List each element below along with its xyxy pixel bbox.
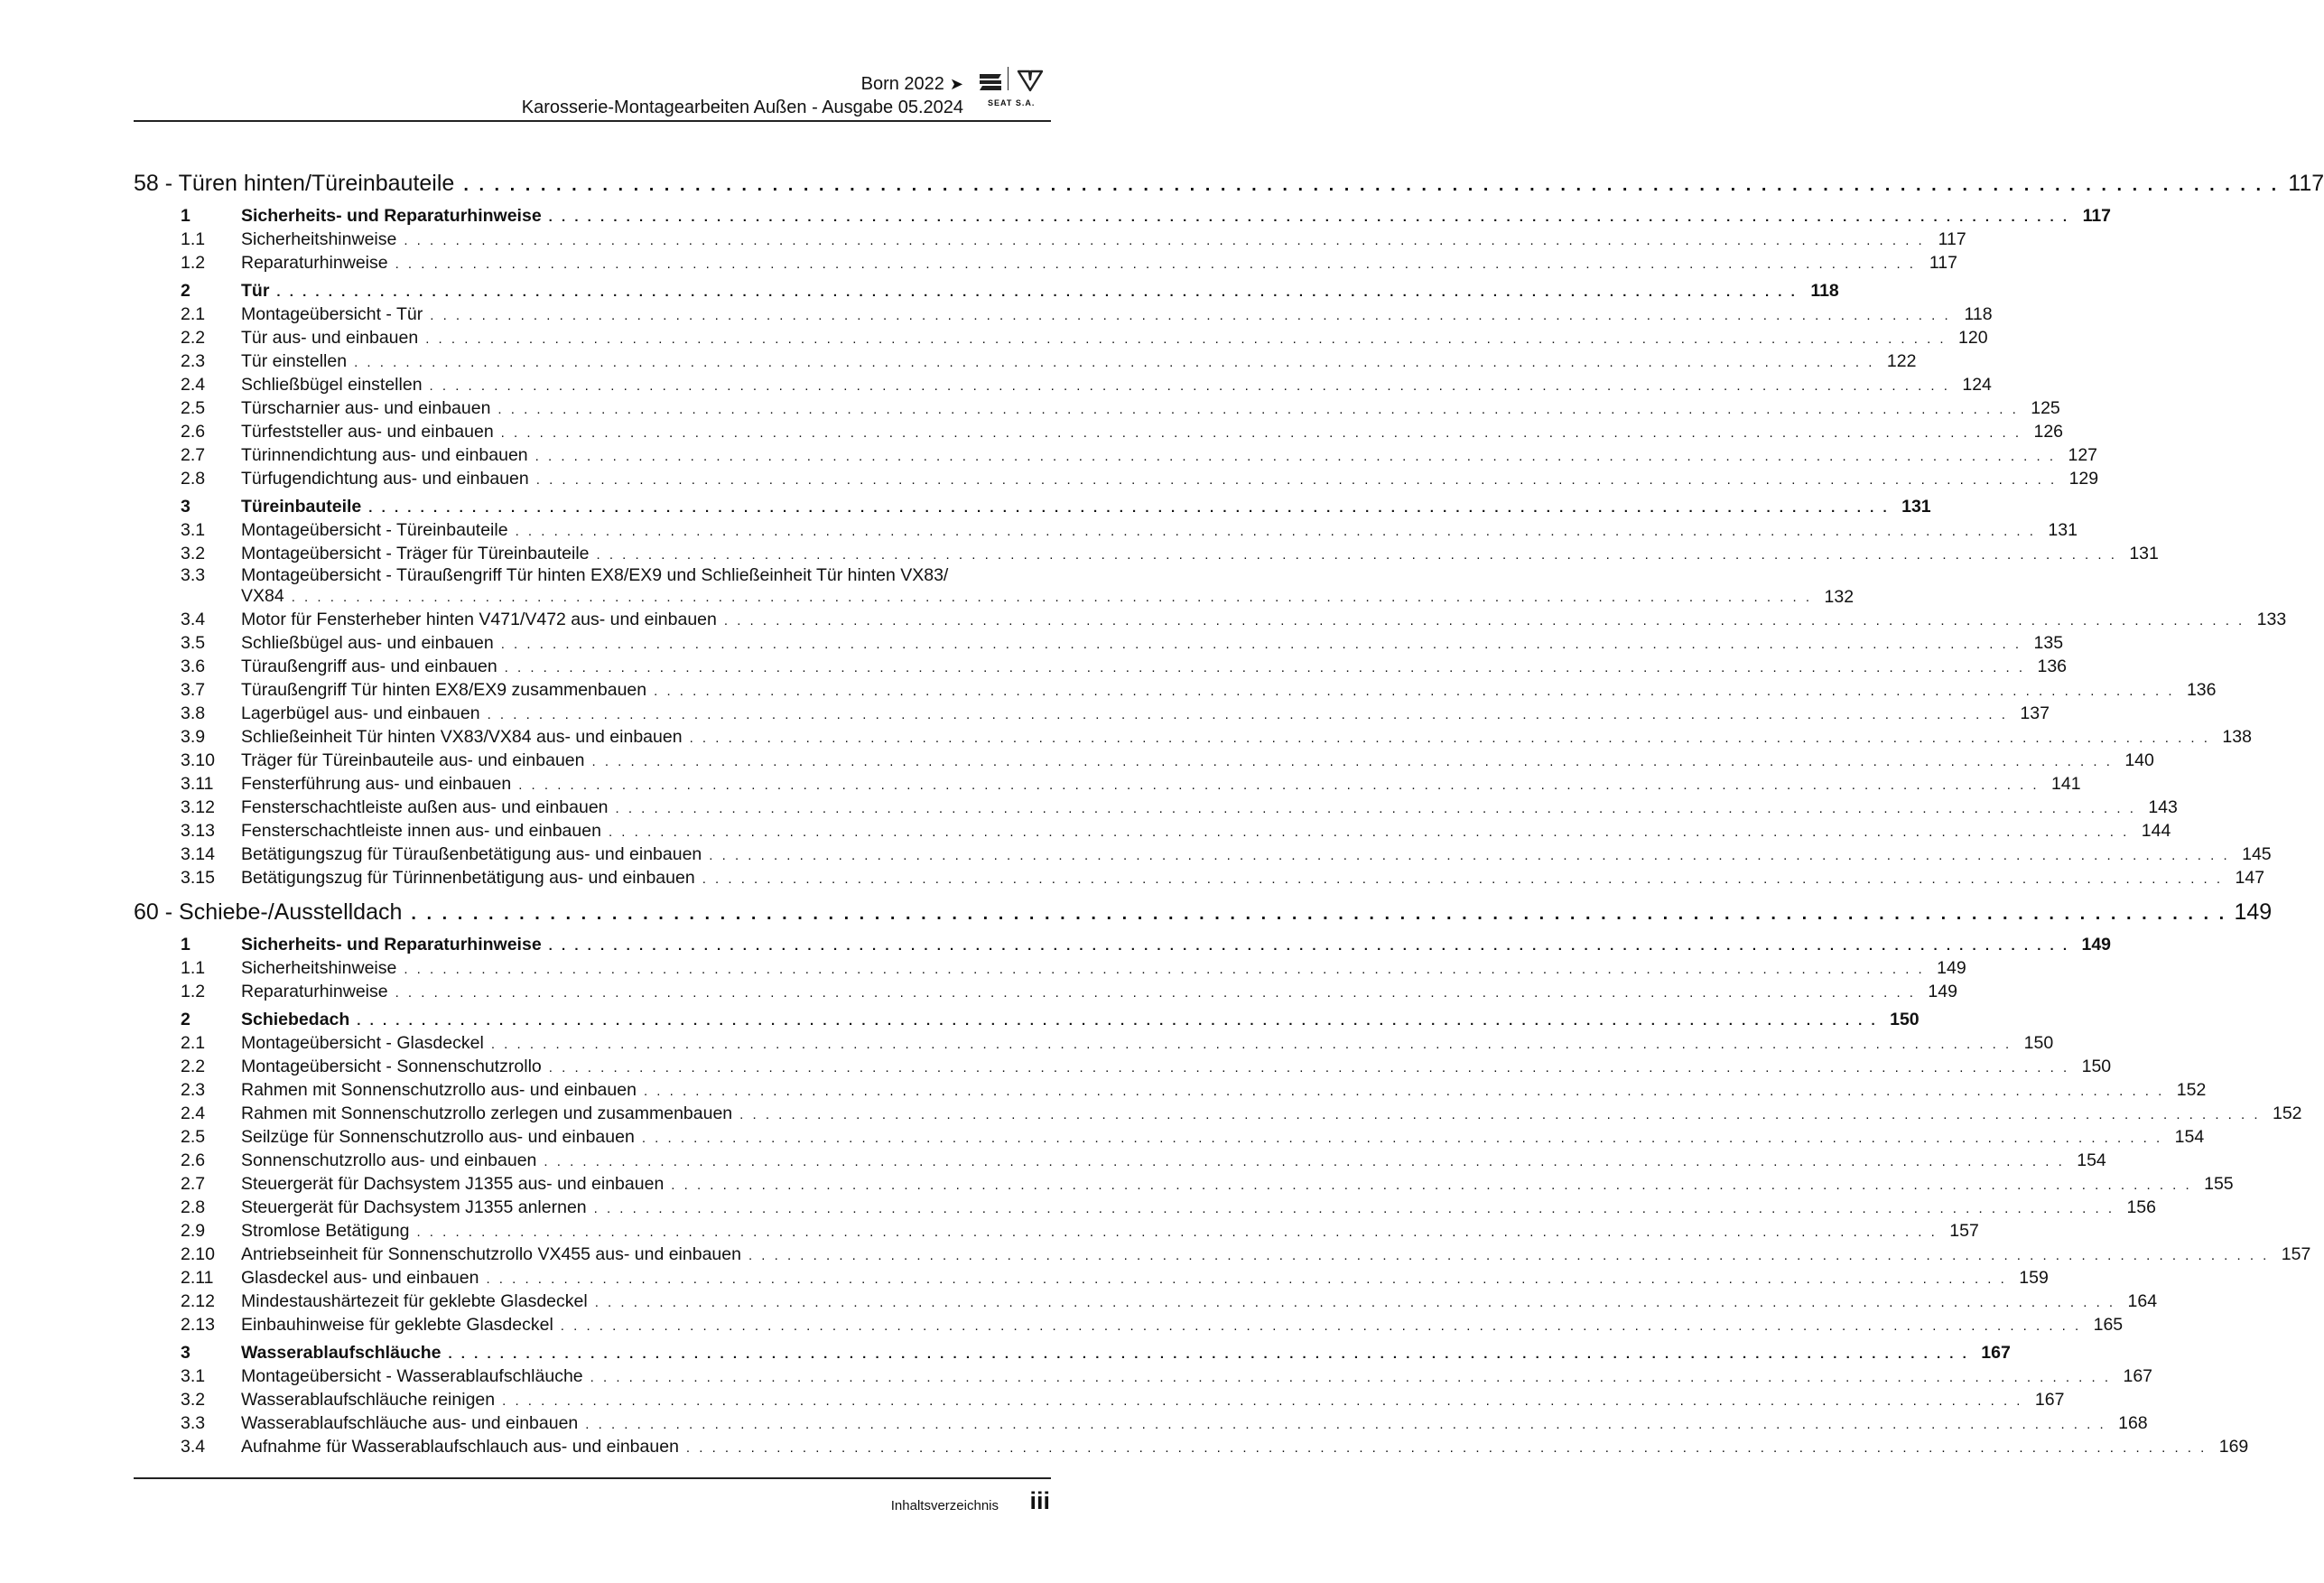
dot-leader: . . . . . . . . . . . . . . . . . . . . . . . . . . . . . . . . . . . . . . . . . . . . . . . . . . . . . . . . . . . . . . . . . . . . . . . . . . . . . . . . . . . . . . . . . . . . . . . . . . . . . . . . . . . . . . . . . . . . . .: [608, 824, 2130, 840]
entry-title: Fensterschachtleiste außen aus- und einbauen: [241, 797, 609, 817]
entry-number: 3.9: [181, 727, 206, 747]
dot-leader: . . . . . . . . . . . . . . . . . . . . . . . . . . . . . . . . . . . . . . . . . . . . . . . . . . . . . . . . . . . . . . . . . . . . . . . . . . . . . . . . . . . . . . . . . . . . . . . . . . . . . . . . . . . . . . . . . . . . . .: [560, 1318, 2082, 1334]
toc-entry[interactable]: [134, 518, 2078, 542]
entry-title: Reparaturhinweise: [241, 253, 388, 273]
dot-leader: . . . . . . . . . . . . . . . . . . . . . . . . . . . . . . . . . . . . . . . . . . . . . . . . . . . . . . . . . . . . . . . . . . . . . . . . . . . . . . . . . . . . . . . . . . . . . . . . . . . . . . . . . . . . . . . . . . . . . .: [585, 1417, 2106, 1432]
entry-number: 3.4: [181, 610, 206, 629]
entry-page: 138: [2222, 727, 2252, 747]
entry-title: Montageübersicht - Glasdeckel: [241, 1033, 484, 1053]
entry-title: Lagerbügel aus- und einbauen: [241, 703, 480, 723]
dot-leader: . . . . . . . . . . . . . . . . . . . . . . . . . . . . . . . . . . . . . . . . . . . . . . . . . . . . . . . . . . . . . . . . . . . . . . . . . . . . . . . . . . . . . . . . . . . . . . . . . . . . . . . . . . . . . . . . . . . . . .: [643, 1084, 2165, 1099]
dot-leader: . . . . . . . . . . . . . . . . . . . . . . . . . . . . . . . . . . . . . . . . . . . . . . . . . . . . . . . . . . . . . . . . . . . . . . . . . . . . . . . . . . . . . . . . . . . . . . . . . . . . . . . . . . . . . . . . . . . . . .: [548, 938, 2070, 954]
table-of-contents: [134, 167, 2324, 1458]
dot-leader: . . . . . . . . . . . . . . . . . . . . . . . . . . . . . . . . . . . . . . . . . . . . . . . . . . . . . . . . . . . . . . . . . . . . . . . . . . . . . . . . . . . . . . . . . . . . . . . . . . . . . . . . . . . . . . . . . . . . . .: [502, 1393, 2023, 1409]
page-header: [331, 72, 963, 119]
dot-leader: . . . . . . . . . . . . . . . . . . . . . . . . . . . . . . . . . . . . . . . . . . . . . . . . . . . . . . . . . . . . . . . . . . . . . . . . . . . . . . . . . . . . . . . . . . . . . . . . . . . . . . . . . . . . . . . . . . . . . .: [448, 1346, 1969, 1362]
entry-number: 2.6: [181, 422, 206, 442]
section-number: 3: [181, 497, 191, 517]
section-title: Schiebedach: [241, 1010, 350, 1029]
toc-entry[interactable]: [134, 1243, 2311, 1266]
entry-number: 3.10: [181, 750, 215, 770]
entry-title: Träger für Türeinbauteile aus- und einbauen: [241, 750, 585, 770]
dot-leader: . . . . . . . . . . . . . . . . . . . . . . . . . . . . . . . . . . . . . . . . . . . . . . . . . . . . . . . . . . . . . . . . . . . . . . . . . . . . . . . . . . . . . . . . . . . . . . . . . . . . . . . . . . . . . . . . . . . . . .: [425, 331, 1947, 347]
entry-page: 126: [2033, 422, 2064, 442]
entry-page: 144: [2141, 821, 2171, 841]
section-entry[interactable]: [134, 495, 1931, 518]
dot-leader: . . . . . . . . . . . . . . . . . . . . . . . . . . . . . . . . . . . . . . . . . . . . . . . . . . . . . . . . . . . . . . . . . . . . . . . . . . . . . . . . . . . . . . . . . . . . . . . . . . . . . . . . . . . . . . . . . . . . . .: [671, 1178, 2192, 1193]
entry-number: 2.5: [181, 398, 206, 418]
entry-page: 154: [2077, 1150, 2106, 1170]
entry-number: 2.3: [181, 1080, 206, 1100]
entry-page: 132: [1824, 587, 1855, 607]
entry-title: Betätigungszug für Türinnenbetätigung aus- und einbauen: [241, 868, 695, 888]
entry-title: Montageübersicht - Träger für Türeinbauteile: [241, 544, 590, 563]
seat-s-icon: [977, 70, 1004, 99]
section-title: Sicherheits- und Reparaturhinweise: [241, 935, 542, 954]
entry-page: 131: [2048, 520, 2078, 540]
entry-title: Türaußengriff aus- und einbauen: [241, 656, 497, 676]
entry-number: 3.2: [181, 544, 206, 563]
entry-page: 164: [2127, 1291, 2158, 1311]
arrow-right-icon: ➤: [949, 75, 963, 93]
dot-leader: . . . . . . . . . . . . . . . . . . . . . . . . . . . . . . . . . . . . . . . . . . . . . . . . . . . . . . . . . . . . . . . . . . . . . . . . . . . . . . . . . . . . . . . . . . . . . . . . . . . . . . . . . . . . . . . . . . . . . .: [354, 355, 1875, 370]
entry-number: 2.10: [181, 1244, 215, 1264]
entry-number: 2.2: [181, 328, 206, 348]
logo-separator: [1008, 67, 1009, 90]
dot-leader: . . . . . . . . . . . . . . . . . . . . . . . . . . . . . . . . . . . . . . . . . . . . . . . . . . . . . . . . . . . . . . . . . . . . . . . . . . . . . . . . . . . . . . . . . . . . . . . . . . . . . . . . . . . . . . . . . . . . . .: [404, 233, 1925, 248]
toc-entry[interactable]: [134, 1313, 2124, 1336]
entry-number: 2.9: [181, 1221, 206, 1241]
entry-number: 3.6: [181, 656, 206, 676]
entry-page: 129: [2068, 469, 2099, 489]
entry-title: Motor für Fensterheber hinten V471/V472 aus- und einbauen: [241, 610, 717, 629]
section-title: Sicherheits- und Reparaturhinweise: [241, 206, 542, 226]
dot-leader: . . . . . . . . . . . . . . . . . . . . . . . . . . . . . . . . . . . . . . . . . . . . . . . . . . . . . . . . . . . . . . . . . . . . . . . . . . . . . . . . . . . . . . . . . . . . . . . . . . . . . . . . . . . . . . . . . . . . . .: [276, 284, 1798, 300]
dot-leader: . . . . . . . . . . . . . . . . . . . . . . . . . . . . . . . . . . . . . . . . . . . . . . . . . . . . . . . . . . . . . . . . . . . . . . . . . . . . . . . . . . . . . . . . . . . . . . . . . . . . . . . . . . . . . . . . . . . . . .: [535, 449, 2057, 464]
entry-number: 1.1: [181, 958, 206, 978]
entry-page: 120: [1958, 328, 1988, 348]
footer-page-number: iii: [1029, 1487, 1050, 1514]
entry-title-continued: [241, 586, 1812, 608]
chapter-page: 149: [2234, 899, 2273, 925]
dot-leader: . . . . . . . . . . . . . . . . . . . . . . . . . . . . . . . . . . . . . . . . . . . . . . . . . . . . . . . . . . . . . . . . . . . . . . . . . . . . . . . . . . . . . . . . . . . . . . . . . . . . . . . . . . . . . . . . . . . . . .: [357, 1013, 1878, 1029]
entry-title: Türinnendichtung aus- und einbauen: [241, 445, 528, 465]
dot-leader: . . . . . . . . . . . . . . . . . . . . . . . . . . . . . . . . . . . . . . . . . . . . . . . . . . . . . . . . . . . . . . . . . . . . . . . . . . . . . . . . . . . . . . . . . . . . . . . . . . . . . . . . . . . . . . . . . . . . . .: [416, 1224, 1938, 1240]
toc-entry[interactable]: [134, 1411, 2148, 1435]
entry-title: Tür aus- und einbauen: [241, 328, 419, 348]
entry-page: 133: [2256, 610, 2287, 629]
cupra-triangle-icon: [1017, 69, 1044, 92]
toc-entry[interactable]: [134, 420, 2064, 443]
entry-number: 2.1: [181, 304, 206, 324]
dot-leader: . . . . . . . . . . . . . . . . . . . . . . . . . . . . . . . . . . . . . . . . . . . . . . . . . . . . . . . . . . . . . . . . . . . . . . . . . . . . . . . . . . . . . . . . . . . . . . . . . . . . . . . . . . . . . . . . . . . . . .: [544, 1154, 2065, 1169]
entry-number: 2.3: [181, 351, 206, 371]
entry-number: 2.11: [181, 1268, 214, 1288]
entry-title: Mindestaushärtezeit für geklebte Glasdeckel: [241, 1291, 588, 1311]
entry-page: 156: [2126, 1197, 2156, 1217]
toc-entry[interactable]: [134, 819, 2171, 843]
toc-entry[interactable]: [134, 303, 1993, 326]
toc-entry[interactable]: [134, 349, 1917, 373]
entry-title-line2: VX84: [241, 586, 284, 606]
entry-page: 149: [1928, 982, 1957, 1001]
entry-page: 168: [2118, 1413, 2148, 1433]
entry-title: Montageübersicht - Türeinbauteile: [241, 520, 508, 540]
entry-page: 137: [2020, 703, 2050, 723]
dot-leader: . . . . . . . . . . . . . . . . . . . . . . . . . . . . . . . . . . . . . . . . . . . . . . . . . . . . . . . . . . . . . . . . . . . . . . . . . . . . . . . . . . . . . . . . . . . . . . . . . . . . . . . . . . . . . . . . . . . . . .: [535, 472, 2058, 488]
dot-leader: . . . . . . . . . . . . . . . . . . . . . . . . . . . . . . . . . . . . . . . . . . . . . . . . . . . . . . . . . . . . . . . . . . . . . . . . . . . . . . . . . . . . . . . . . . . . . . . . . . . . . . . . . . . . . . . . . . . . . .: [486, 1271, 2007, 1287]
toc-entry[interactable]: [134, 980, 1957, 1003]
toc-entry[interactable]: [134, 1172, 2234, 1196]
entry-title-block: [241, 565, 1812, 608]
dot-leader: . . . . . . . . . . . . . . . . . . . . . . . . . . . . . . . . . . . . . . . . . . . . . . . . . . . . . . . . . . . . . . . . . . . . . . . . . . . . . . . . . . . . . . . . . . . . . . . . . . . . . . . . . . . . . . . . . . . . . .: [702, 871, 2224, 887]
section-entry[interactable]: [134, 933, 2112, 956]
toc-entry[interactable]: [134, 443, 2098, 467]
section-entry[interactable]: [134, 1341, 2011, 1364]
toc-entry[interactable]: [134, 396, 2060, 420]
entry-title: Rahmen mit Sonnenschutzrollo aus- und einbauen: [241, 1080, 637, 1100]
entry-page: 127: [2068, 445, 2098, 465]
entry-number: 3.3: [181, 1413, 206, 1433]
entry-number: 3.11: [181, 774, 214, 794]
entry-number: 3.12: [181, 797, 215, 817]
entry-page: 157: [1949, 1221, 1979, 1241]
toc-entry[interactable]: [134, 326, 1988, 349]
entry-title: Seilzüge für Sonnenschutzrollo aus- und einbauen: [241, 1127, 635, 1147]
dot-leader: . . . . . . . . . . . . . . . . . . . . . . . . . . . . . . . . . . . . . . . . . . . . . . . . . . . . . . . . . . . . . . . . . . . . . . . . . . . . . . . . . . . . . . . . . . . . . . . . . . . . . . . . . . . . . . . . . . . . . .: [500, 637, 2022, 652]
toc-entry[interactable]: [134, 251, 1957, 275]
entry-page: 149: [1937, 958, 1966, 978]
entry-title: Türscharnier aus- und einbauen: [241, 398, 491, 418]
logo-caption: SEAT S.A.: [988, 98, 1036, 107]
section-number: 2: [181, 1010, 191, 1029]
entry-title: Tür einstellen: [241, 351, 348, 371]
dot-leader: . . . . . . . . . . . . . . . . . . . . . . . . . . . . . . . . . . . . . . . . . . . . . . . . . . . . . . . . . . . . . . . . . . . . . . . . . . . . . . . . . . . . . . . . . . . . . . . . . . . . . . . . . . . . . . . . . . . . . .: [590, 1370, 2112, 1385]
toc-entry[interactable]: [134, 956, 1966, 980]
entry-number: 3.5: [181, 633, 206, 653]
entry-title: Reparaturhinweise: [241, 982, 388, 1001]
dot-leader: . . . . . . . . . . . . . . . . . . . . . . . . . . . . . . . . . . . . . . . . . . . . . . . . . . . . . . . . . . . . . . . . . . . . . . . . . . . . . . . . . . . . . . . . . . . . . . . . . . . . . . . . . . . . . . . . . . . . . .: [368, 500, 1890, 516]
dot-leader: . . . . . . . . . . . . . . . . . . . . . . . . . . . . . . . . . . . . . . . . . . . . . . . . . . . . . . . . . . . . . . . . . . . . . . . . . . . . . . . . . . . . . . . . . . . . . . . . . . . . . . . . . . . . . . . . . . . . . .: [504, 660, 2026, 675]
toc-entry[interactable]: [134, 749, 2154, 772]
dot-leader: . . . . . . . . . . . . . . . . . . . . . . . . . . . . . . . . . . . . . . . . . . . . . . . . . . . . . . . . . . . . . . . . . . . . . . . . . . . . . . . . . . . . . . . . . . . . . . . . . . . . . . . . . . . . . . . . . . . . . .: [593, 1201, 2115, 1216]
entry-page: 124: [1962, 375, 1992, 395]
toc-entry[interactable]: [134, 843, 2272, 866]
dot-leader: . . . . . . . . . . . . . . . . . . . . . . . . . . . . . . . . . . . . . . . . . . . . . . . . . . . . . . . . . . . . . . . . . . . . . . . . . . . . . . . . . . . . . . . . . . . . . . . . . . . . . . . . . . . . . . . . . . . . . .: [709, 848, 2230, 863]
entry-page: 140: [2124, 750, 2154, 770]
entry-number: 3.1: [181, 1366, 206, 1386]
entry-number: 2.12: [181, 1291, 215, 1311]
footer-rule: [134, 1477, 1051, 1479]
section-title: Wasserablaufschläuche: [241, 1343, 442, 1363]
toc-entry[interactable]: [134, 1388, 2065, 1411]
toc-entry[interactable]: [134, 655, 2068, 678]
dot-leader: . . . . . . . . . . . . . . . . . . . . . . . . . . . . . . . . . . . . . . . . . . . . . . . . . . . . . . . . . . . . . . . . . . . . . . . . . . . . . . . . . . . . . . . . . . . . . . . . . . . . . . . . . . . . . . . . . . . . . .: [490, 1037, 2013, 1052]
entry-title: Fensterführung aus- und einbauen: [241, 774, 512, 794]
section-page: 117: [2082, 206, 2112, 226]
entry-title: Türaußengriff Tür hinten EX8/EX9 zusammenbauen: [241, 680, 647, 700]
entry-page: 154: [2174, 1127, 2205, 1147]
toc-entry[interactable]: [134, 866, 2265, 889]
dot-leader: . . . . . . . . . . . . . . . . . . . . . . . . . . . . . . . . . . . . . . . . . . . . . . . . . . . . . . . . . . . . . . . . . . . . . . . . . . . . . . . . . . . . . . . . . . . . . . . . . . . . . . . . . . . . . . . . . . . . . .: [411, 904, 2227, 924]
entry-title: Aufnahme für Wasserablaufschlauch aus- und einbauen: [241, 1437, 679, 1457]
entry-number: 2.7: [181, 1174, 206, 1194]
dot-leader: . . . . . . . . . . . . . . . . . . . . . . . . . . . . . . . . . . . . . . . . . . . . . . . . . . . . . . . . . . . . . . . . . . . . . . . . . . . . . . . . . . . . . . . . . . . . . . . . . . . . . . . . . . . . . . . . . . . . . .: [518, 778, 2040, 793]
dot-leader: . . . . . . . . . . . . . . . . . . . . . . . . . . . . . . . . . . . . . . . . . . . . . . . . . . . . . . . . . . . . . . . . . . . . . . . . . . . . . . . . . . . . . . . . . . . . . . . . . . . . . . . . . . . . . . . . . . . . . .: [430, 308, 1951, 323]
toc-entry[interactable]: [134, 631, 2064, 655]
entry-title: Montageübersicht - Wasserablaufschläuche: [241, 1366, 583, 1386]
toc-entry[interactable]: [134, 1055, 2112, 1078]
entry-page: 165: [2093, 1315, 2124, 1335]
entry-page: 122: [1886, 351, 1917, 371]
section-page: 150: [1890, 1010, 1920, 1029]
header-model: Born 2022: [860, 74, 944, 94]
chapter-heading[interactable]: [134, 167, 2324, 200]
header-model-line: [331, 72, 963, 96]
entry-title: Glasdeckel aus- und einbauen: [241, 1268, 479, 1288]
toc-entry[interactable]: [134, 373, 1992, 396]
entry-page: 150: [2023, 1033, 2054, 1053]
entry-number: 2.8: [181, 1197, 206, 1217]
dot-leader: . . . . . . . . . . . . . . . . . . . . . . . . . . . . . . . . . . . . . . . . . . . . . . . . . . . . . . . . . . . . . . . . . . . . . . . . . . . . . . . . . . . . . . . . . . . . . . . . . . . . . . . . . . . . . . . . . . . . . .: [748, 1248, 2270, 1263]
dot-leader: . . . . . . . . . . . . . . . . . . . . . . . . . . . . . . . . . . . . . . . . . . . . . . . . . . . . . . . . . . . . . . . . . . . . . . . . . . . . . . . . . . . . . . . . . . . . . . . . . . . . . . . . . . . . . . . . . . . . . .: [404, 962, 1925, 977]
entry-title: Schließbügel aus- und einbauen: [241, 633, 494, 653]
entry-number: 3.2: [181, 1390, 206, 1410]
entry-page: 152: [2176, 1080, 2207, 1100]
entry-page: 155: [2204, 1174, 2234, 1194]
toc-entry[interactable]: [134, 772, 2081, 796]
section-entry[interactable]: [134, 204, 2112, 228]
entry-number: 3.3: [181, 565, 206, 585]
dot-leader: . . . . . . . . . . . . . . . . . . . . . . . . . . . . . . . . . . . . . . . . . . . . . . . . . . . . . . . . . . . . . . . . . . . . . . . . . . . . . . . . . . . . . . . . . . . . . . . . . . . . . . . . . . . . . . . . . . . . . .: [463, 175, 2280, 195]
entry-title: Wasserablaufschläuche aus- und einbauen: [241, 1413, 579, 1433]
header-subtitle: Karosserie-Montagearbeiten Außen - Ausgabe 05.2024: [521, 98, 963, 117]
entry-title: Montageübersicht - Türaußengriff Tür hinten EX8/EX9 und Schließeinheit Tür hinten VX83/: [241, 565, 949, 585]
entry-title: Schließbügel einstellen: [241, 375, 423, 395]
toc-entry[interactable]: [134, 1266, 2049, 1290]
dot-leader: . . . . . . . . . . . . . . . . . . . . . . . . . . . . . . . . . . . . . . . . . . . . . . . . . . . . . . . . . . . . . . . . . . . . . . . . . . . . . . . . . . . . . . . . . . . . . . . . . . . . . . . . . . . . . . . . . . . . . .: [723, 613, 2245, 629]
toc-entry[interactable]: [134, 1219, 1979, 1243]
section-entry[interactable]: [134, 1008, 1920, 1031]
entry-number: 3.14: [181, 844, 215, 864]
section-page: 149: [2081, 935, 2112, 954]
toc-entry[interactable]: [134, 608, 2287, 631]
entry-title: Montageübersicht - Tür: [241, 304, 423, 324]
chapter-title: 60 - Schiebe-/Ausstelldach: [134, 899, 403, 925]
dot-leader: . . . . . . . . . . . . . . . . . . . . . . . . . . . . . . . . . . . . . . . . . . . . . . . . . . . . . . . . . . . . . . . . . . . . . . . . . . . . . . . . . . . . . . . . . . . . . . . . . . . . . . . . . . . . . . . . . . . . . .: [689, 731, 2210, 746]
entry-number: 3.7: [181, 680, 206, 700]
dot-leader: . . . . . . . . . . . . . . . . . . . . . . . . . . . . . . . . . . . . . . . . . . . . . . . . . . . . . . . . . . . . . . . . . . . . . . . . . . . . . . . . . . . . . . . . . . . . . . . . . . . . . . . . . . . . . . . . . . . . . .: [739, 1107, 2261, 1122]
entry-title: Betätigungszug für Türaußenbetätigung aus- und einbauen: [241, 844, 702, 864]
entry-title: Steuergerät für Dachsystem J1355 anlernen: [241, 1197, 587, 1217]
entry-page: 135: [2033, 633, 2064, 653]
header-rule: [134, 120, 1051, 122]
entry-page: 167: [2123, 1366, 2153, 1386]
dot-leader: . . . . . . . . . . . . . . . . . . . . . . . . . . . . . . . . . . . . . . . . . . . . . . . . . . . . . . . . . . . . . . . . . . . . . . . . . . . . . . . . . . . . . . . . . . . . . . . . . . . . . . . . . . . . . . . . . . . . . .: [548, 210, 2070, 225]
dot-leader: . . . . . . . . . . . . . . . . . . . . . . . . . . . . . . . . . . . . . . . . . . . . . . . . . . . . . . . . . . . . . . . . . . . . . . . . . . . . . . . . . . . . . . . . . . . . . . . . . . . . . . . . . . . . . . . . . . . . . .: [515, 524, 2036, 539]
dot-leader: . . . . . . . . . . . . . . . . . . . . . . . . . . . . . . . . . . . . . . . . . . . . . . . . . . . . . . . . . . . . . . . . . . . . . . . . . . . . . . . . . . . . . . . . . . . . . . . . . . . . . . . . . . . . . . . . . . . . . .: [615, 801, 2136, 816]
entry-number: 1.2: [181, 253, 206, 273]
section-number: 1: [181, 935, 191, 954]
entry-page: 167: [2034, 1390, 2065, 1410]
toc-entry[interactable]: [134, 725, 2252, 749]
entry-number: 3.8: [181, 703, 206, 723]
entry-number: 2.7: [181, 445, 206, 465]
dot-leader: . . . . . . . . . . . . . . . . . . . . . . . . . . . . . . . . . . . . . . . . . . . . . . . . . . . . . . . . . . . . . . . . . . . . . . . . . . . . . . . . . . . . . . . . . . . . . . . . . . . . . . . . . . . . . . . . . . . . . .: [497, 402, 2019, 417]
entry-page: 125: [2031, 398, 2060, 418]
entry-number: 2.5: [181, 1127, 206, 1147]
chapter-page: 117: [2288, 171, 2324, 196]
entry-page: 141: [2051, 774, 2081, 794]
seat-logo: [977, 67, 1049, 117]
section-number: 3: [181, 1343, 191, 1363]
entry-title: Sicherheitshinweise: [241, 958, 397, 978]
entry-title: Stromlose Betätigung: [241, 1221, 410, 1241]
entry-title: Sicherheitshinweise: [241, 229, 397, 249]
entry-title: Schließeinheit Tür hinten VX83/VX84 aus- und einbauen: [241, 727, 683, 747]
toc-entry[interactable]: [134, 467, 2099, 490]
entry-page: 145: [2242, 844, 2272, 864]
entry-title: Türfugendichtung aus- und einbauen: [241, 469, 529, 489]
entry-page: 117: [1938, 229, 1966, 249]
entry-page: 131: [2129, 544, 2159, 563]
toc-entry[interactable]: [134, 702, 2050, 725]
entry-number: 2.8: [181, 469, 206, 489]
dot-leader: . . . . . . . . . . . . . . . . . . . . . . . . . . . . . . . . . . . . . . . . . . . . . . . . . . . . . . . . . . . . . . . . . . . . . . . . . . . . . . . . . . . . . . . . . . . . . . . . . . . . . . . . . . . . . . . . . . . . . .: [641, 1131, 2163, 1146]
entry-title: Antriebseinheit für Sonnenschutzrollo VX455 aus- und einbauen: [241, 1244, 741, 1264]
footer-label: Inhaltsverzeichnis: [890, 1498, 999, 1513]
dot-leader: . . . . . . . . . . . . . . . . . . . . . . . . . . . . . . . . . . . . . . . . . . . . . . . . . . . . . . . . . . . . . . . . . . . . . . . . . . . . . . . . . . . . . . . . . . . . . . . . . . . . . . . . . . . . . . . . . . . . . .: [596, 547, 2117, 563]
entry-number: 2.2: [181, 1057, 206, 1076]
entry-title: Wasserablaufschläuche reinigen: [241, 1390, 496, 1410]
toc-entry[interactable]: [134, 1125, 2205, 1149]
toc-entry[interactable]: [134, 1364, 2153, 1388]
dot-leader: . . . . . . . . . . . . . . . . . . . . . . . . . . . . . . . . . . . . . . . . . . . . . . . . . . . . . . . . . . . . . . . . . . . . . . . . . . . . . . . . . . . . . . . . . . . . . . . . . . . . . . . . . . . . . . . . . . . . . .: [429, 378, 1950, 394]
section-page: 167: [1981, 1343, 2011, 1363]
dot-leader: . . . . . . . . . . . . . . . . . . . . . . . . . . . . . . . . . . . . . . . . . . . . . . . . . . . . . . . . . . . . . . . . . . . . . . . . . . . . . . . . . . . . . . . . . . . . . . . . . . . . . . . . . . . . . . . . . . . . . .: [591, 754, 2113, 769]
section-title: Tür: [241, 281, 270, 301]
toc-entry[interactable]: [134, 1435, 2249, 1458]
entry-page: 136: [2037, 656, 2068, 676]
toc-entry[interactable]: [134, 1102, 2302, 1125]
entry-page: 143: [2148, 797, 2178, 817]
entry-page: 118: [1964, 304, 1993, 324]
entry-number: 3.1: [181, 520, 206, 540]
entry-number: 2.4: [181, 1103, 206, 1123]
toc-entry[interactable]: [134, 796, 2178, 819]
section-number: 2: [181, 281, 191, 301]
toc-entry[interactable]: [134, 1031, 2054, 1055]
dot-leader: . . . . . . . . . . . . . . . . . . . . . . . . . . . . . . . . . . . . . . . . . . . . . . . . . . . . . . . . . . . . . . . . . . . . . . . . . . . . . . . . . . . . . . . . . . . . . . . . . . . . . . . . . . . . . . . . . . . . . .: [395, 256, 1916, 272]
entry-page: 150: [2081, 1057, 2112, 1076]
toc-entry[interactable]: [134, 565, 1855, 608]
entry-number: 1.1: [181, 229, 206, 249]
dot-leader: . . . . . . . . . . . . . . . . . . . . . . . . . . . . . . . . . . . . . . . . . . . . . . . . . . . . . . . . . . . . . . . . . . . . . . . . . . . . . . . . . . . . . . . . . . . . . . . . . . . . . . . . . . . . . . . . . . . . . .: [654, 684, 2175, 699]
entry-page: 152: [2272, 1103, 2302, 1123]
entry-page: 159: [2019, 1268, 2049, 1288]
toc-entry[interactable]: [134, 1196, 2156, 1219]
entry-number: 3.13: [181, 821, 215, 841]
section-number: 1: [181, 206, 191, 226]
dot-leader: . . . . . . . . . . . . . . . . . . . . . . . . . . . . . . . . . . . . . . . . . . . . . . . . . . . . . . . . . . . . . . . . . . . . . . . . . . . . . . . . . . . . . . . . . . . . . . . . . . . . . . . . . . . . . . . . . . . . . .: [395, 985, 1916, 1001]
entry-title: Einbauhinweise für geklebte Glasdeckel: [241, 1315, 553, 1335]
section-page: 118: [1810, 281, 1839, 301]
dot-leader: . . . . . . . . . . . . . . . . . . . . . . . . . . . . . . . . . . . . . . . . . . . . . . . . . . . . . . . . . . . . . . . . . . . . . . . . . . . . . . . . . . . . . . . . . . . . . . . . . . . . . . . . . . . . . . . . . . . . . .: [548, 1060, 2070, 1076]
dot-leader: . . . . . . . . . . . . . . . . . . . . . . . . . . . . . . . . . . . . . . . . . . . . . . . . . . . . . . . . . . . . . . . . . . . . . . . . . . . . . . . . . . . . . . . . . . . . . . . . . . . . . . . . . . . . . . . . . . . . . .: [685, 1440, 2208, 1456]
dot-leader: . . . . . . . . . . . . . . . . . . . . . . . . . . . . . . . . . . . . . . . . . . . . . . . . . . . . . . . . . . . . . . . . . . . . . . . . . . . . . . . . . . . . . . . . . . . . . . . . . . . . . . . . . . . . . . . . . . . . . .: [500, 425, 2022, 441]
dot-leader: . . . . . . . . . . . . . . . . . . . . . . . . . . . . . . . . . . . . . . . . . . . . . . . . . . . . . . . . . . . . . . . . . . . . . . . . . . . . . . . . . . . . . . . . . . . . . . . . . . . . . . . . . . . . . . . . . . . . . .: [594, 1295, 2116, 1310]
entry-number: 2.13: [181, 1315, 215, 1335]
section-page: 131: [1901, 497, 1931, 517]
entry-title: Sonnenschutzrollo aus- und einbauen: [241, 1150, 537, 1170]
entry-title: Türfeststeller aus- und einbauen: [241, 422, 494, 442]
chapter-title: 58 - Türen hinten/Türeinbauteile: [134, 171, 455, 196]
entry-title: Fensterschachtleiste innen aus- und einbauen: [241, 821, 601, 841]
entry-page: 117: [1929, 253, 1957, 273]
entry-number: 3.15: [181, 868, 215, 888]
toc-entry[interactable]: [134, 1290, 2158, 1313]
entry-number: 3.4: [181, 1437, 206, 1457]
entry-page: 147: [2235, 868, 2265, 888]
toc-entry[interactable]: [134, 228, 1966, 251]
toc-entry[interactable]: [134, 542, 2159, 565]
entry-page: 136: [2186, 680, 2217, 700]
section-entry[interactable]: [134, 279, 1839, 303]
entry-number: 2.6: [181, 1150, 206, 1170]
entry-page: 157: [2281, 1244, 2311, 1264]
chapter-heading[interactable]: [134, 896, 2273, 928]
section-title: Türeinbauteile: [241, 497, 362, 517]
entry-title: Rahmen mit Sonnenschutzrollo zerlegen und zusammenbauen: [241, 1103, 733, 1123]
entry-number: 2.4: [181, 375, 206, 395]
entry-number: 2.1: [181, 1033, 206, 1053]
dot-leader: . . . . . . . . . . . . . . . . . . . . . . . . . . . . . . . . . . . . . . . . . . . . . . . . . . . . . . . . . . . . . . . . . . . . . . . . . . . . . . . . . . . . . . . . . . . . . . . . . . . . . . . . . . . . . . . . . . . . . .: [291, 590, 1813, 605]
entry-title: Steuergerät für Dachsystem J1355 aus- und einbauen: [241, 1174, 665, 1194]
dot-leader: . . . . . . . . . . . . . . . . . . . . . . . . . . . . . . . . . . . . . . . . . . . . . . . . . . . . . . . . . . . . . . . . . . . . . . . . . . . . . . . . . . . . . . . . . . . . . . . . . . . . . . . . . . . . . . . . . . . . . .: [487, 707, 2008, 722]
entry-title: Montageübersicht - Sonnenschutzrollo: [241, 1057, 542, 1076]
toc-entry[interactable]: [134, 1078, 2207, 1102]
toc-entry[interactable]: [134, 1149, 2106, 1172]
entry-page: 169: [2218, 1437, 2249, 1457]
toc-entry[interactable]: [134, 678, 2217, 702]
entry-number: 1.2: [181, 982, 206, 1001]
